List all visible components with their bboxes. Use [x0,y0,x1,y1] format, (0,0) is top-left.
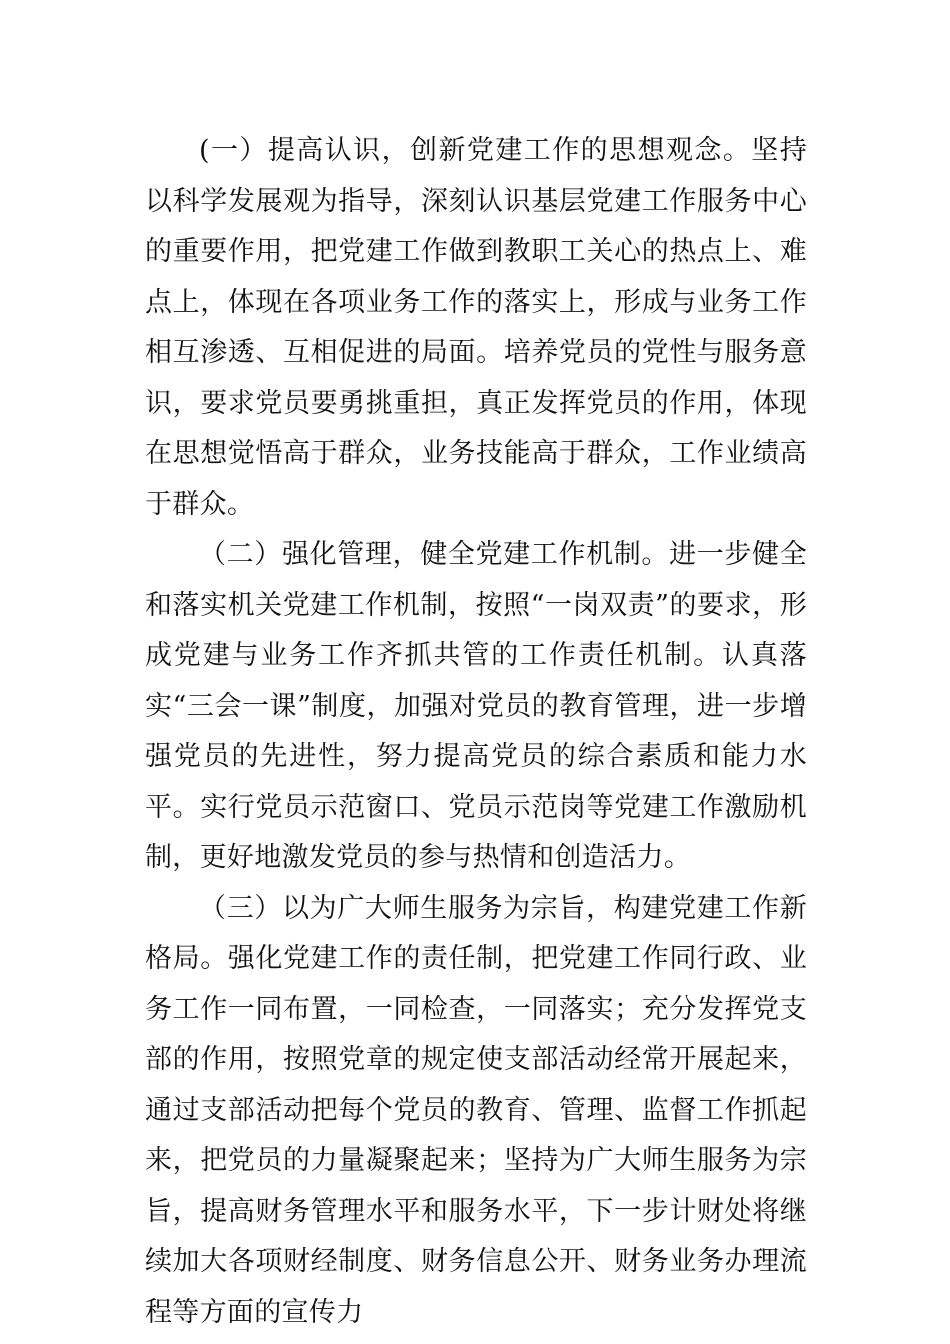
paragraph-3: （三）以为广大师生服务为宗旨，构建党建工作新格局。强化党建工作的责任制，把党建工作同行政、业务工作一同布置，一同检查，一同落实；充分发挥党支部的作用，按照党章的规定使支部活动经常开展起来，通过支部活动把每个党员的教育、管理、监督工作抓起来，把党员的力量凝聚起来；坚持为广大师生服务为宗旨，提高财务管理水平和服务水平，下一步计财处将继续加大各项财经制度、财务信息公开、财务业务办理流程等方面的宣传力 [145,892,807,1328]
paragraph-2: （二）强化管理，健全党建工作机制。进一步健全和落实机关党建工作机制，按照“一岗双责”的要求，形成党建与业务工作齐抓共管的工作责任机制。认真落实“三会一课”制度，加强对党员的教育管理，进一步增强党员的先进性，努力提高党员的综合素质和能力水平。实行党员示范窗口、党员示范岗等党建工作激励机制，更好地激发党员的参与热情和创造活力。 [145,539,807,873]
document-body [145,126,807,1338]
paragraph-1: (一）提高认识，创新党建工作的思想观念。坚持以科学发展观为指导，深刻认识基层党建工作服务中心的重要作用，把党建工作做到教职工关心的热点上、难点上，体现在各项业务工作的落实上，形成与业务工作相互渗透、互相促进的局面。培养党员的党性与服务意识，要求党员要勇挑重担，真正发挥党员的作用，体现在思想觉悟高于群众，业务技能高于群众，工作业绩高于群众。 [145,135,807,520]
